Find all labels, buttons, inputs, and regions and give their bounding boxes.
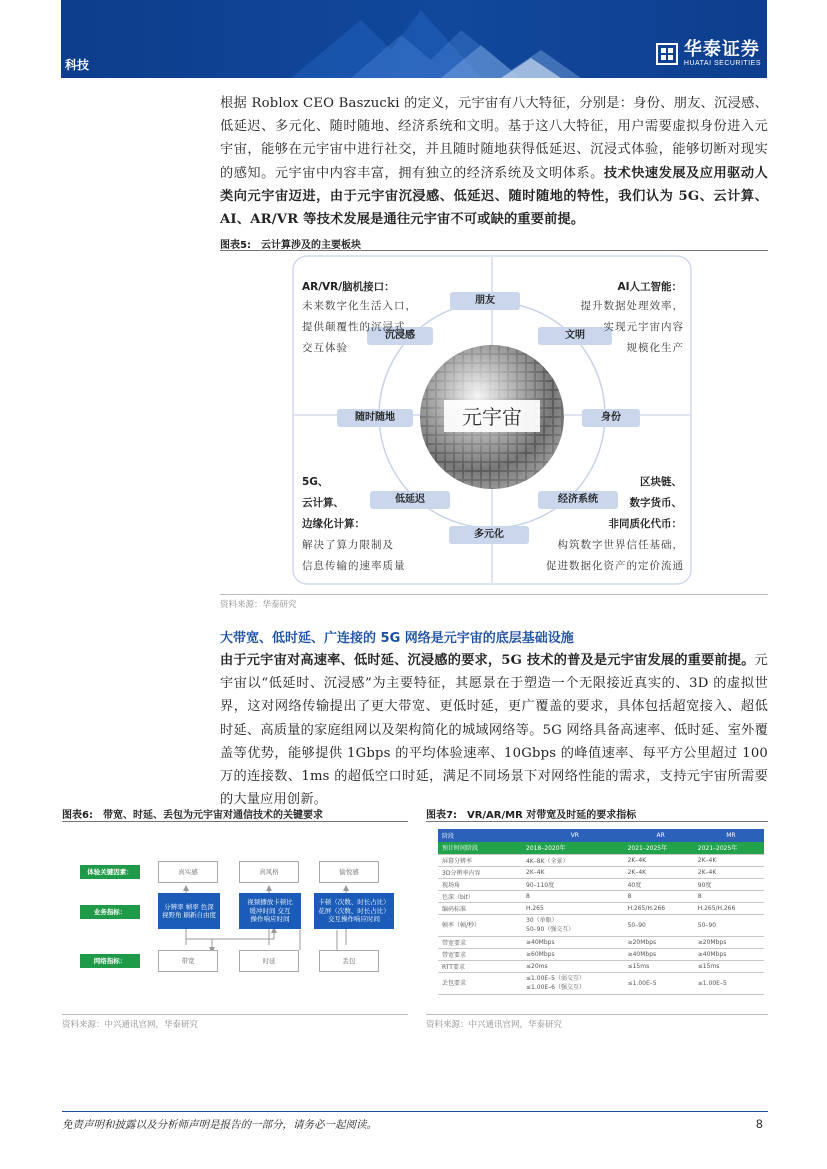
table-cell: 视场角	[438, 878, 522, 890]
bottom-box-latency: 时延	[239, 950, 299, 972]
top-box-pleasure: 愉悦感	[319, 861, 379, 883]
br-line: 促进数据化资产的定价流通	[546, 560, 684, 572]
fig6-caption: 带宽、时延、丢包为元宇宙对通信技术的关键要求	[102, 810, 323, 821]
table-cell: ≤1.00E–5	[694, 972, 764, 994]
tr-text	[581, 296, 685, 359]
bl-title: 5G、	[302, 476, 329, 488]
table-cell: 3D分辨率内容	[438, 866, 522, 878]
fig5-number: 图表5:	[220, 240, 251, 251]
tl-text	[302, 296, 417, 359]
row-label-network: 网络指标：	[80, 954, 140, 968]
intro-text: 根据 Roblox CEO Baszucki 的定义，元宇宙有八大特征，分别是：身份、朋友、沉浸感、低延迟、多元化、随时随地、经济系统和文明。基于这八大特征，用户需要虚拟身份进入元宇宙，能够在元宇宙中进行社交，并且随时随地获得低延迟、沉浸式体验，能够切断对现实的感知。元宇宙中内容丰富，拥有独立的经济系统及文明体系。	[220, 96, 768, 181]
bottom-box-packet-loss: 丢包	[319, 950, 379, 972]
top-box-style: 真风格	[239, 861, 299, 883]
section-heading: 大带宽、低时延、广连接的 5G 网络是元宇宙的底层基础设施	[220, 631, 574, 646]
table-cell: ≥40Mbps	[624, 948, 694, 960]
table-row	[438, 890, 764, 902]
fig5-source: 资料来源：华泰研究	[220, 600, 297, 610]
fig6-bottom-rule	[62, 1014, 408, 1015]
chip-civilization: 文明	[538, 327, 612, 345]
tr-line: 实现元宇宙内容	[603, 321, 684, 333]
table-row	[438, 866, 764, 878]
fig6-title	[62, 806, 323, 821]
table-cell: 屏幕分辨率	[438, 854, 522, 866]
row-label-experience: 体验关键因素：	[80, 865, 140, 879]
bl-title: 边缘化计算：	[302, 518, 365, 530]
row-label-business: 业务指标：	[80, 905, 140, 919]
table-cell: H.265	[522, 902, 624, 914]
table-cell: 2K–4K	[694, 854, 764, 866]
fig5-caption: 云计算涉及的主要板块	[260, 240, 361, 251]
table-cell: ≥40Mbps	[694, 948, 764, 960]
table-cell: 2021–2025年	[694, 842, 764, 854]
fig7-source: 资料来源：中兴通讯官网，华泰研究	[426, 1020, 563, 1030]
chip-identity: 身份	[582, 409, 640, 427]
table-cell: ≥20Mbps	[694, 936, 764, 948]
intro-paragraph	[220, 92, 768, 231]
table-cell: ≤1.00E–5（弱交互） ≤1.00E–6（强交互）	[522, 972, 624, 994]
chip-low-latency: 低延迟	[370, 491, 450, 509]
footer-disclaimer: 免责声明和披露以及分析师声明是报告的一部分，请务必一起阅读。	[62, 1119, 377, 1131]
table-cell: ≥60Mbps	[522, 948, 624, 960]
fig6-top-rule	[62, 821, 408, 822]
table-cell: ≥20Mbps	[624, 936, 694, 948]
table-row	[438, 948, 764, 960]
fig5-bottom-rule	[220, 594, 768, 595]
table-cell: ≥40Mbps	[522, 936, 624, 948]
table-cell: ≤15ms	[694, 960, 764, 972]
table-cell: 30（单眼） 50–90（强交互）	[522, 914, 624, 936]
br-titles	[609, 472, 683, 535]
brand-name-cn: 华泰证券	[683, 39, 760, 60]
table-cell: ≤20ms	[522, 960, 624, 972]
table-cell: 带宽要求	[438, 936, 522, 948]
table-cell: 90–110度	[522, 878, 624, 890]
bottom-box-bandwidth: 带宽	[158, 950, 218, 972]
table-row	[438, 902, 764, 914]
table-header-cell: 阶段	[438, 829, 522, 842]
huatai-logo-icon	[656, 43, 678, 65]
tl-line: 提供颠覆性的沉浸式	[302, 321, 406, 333]
chip-diversity: 多元化	[449, 526, 529, 544]
section-bold-text: 由于元宇宙对高速率、低时延、沉浸感的要求，5G 技术的普及是元宇宙发展的重要前提。	[220, 653, 755, 668]
table-cell: 丢包要求	[438, 972, 522, 994]
bl-text	[302, 535, 406, 577]
br-title: 区块链、	[640, 476, 682, 488]
table-cell: ≤1.00E–5	[624, 972, 694, 994]
br-text	[546, 535, 684, 577]
metaverse-diagram	[292, 255, 692, 585]
chip-immersion: 沉浸感	[367, 327, 433, 345]
table-cell: H.265/H.266	[694, 902, 764, 914]
bl-line: 信息传输的速率质量	[302, 560, 406, 572]
brand-name-en: HUATAI SECURITIES	[683, 59, 761, 67]
table-cell: 8	[694, 890, 764, 902]
fig5-title	[220, 236, 361, 251]
tl-line: 未来数字化生活入口，	[302, 300, 417, 312]
intro-bold-text: 技术快速发展及应用驱动人类向元宇宙迈进，由于元宇宙沉浸感、低延迟、随时随地的特性，我们认为 5G、云计算、AI、AR/VR 等技术发展是通往元宇宙不可或缺的重要前提。	[220, 165, 768, 228]
brand-logo	[656, 40, 761, 67]
table-header-cell: MR	[694, 829, 764, 842]
tr-title: AI人工智能：	[617, 281, 682, 293]
tr-line: 提升数据处理效率，	[580, 300, 684, 312]
network-requirements-diagram	[62, 823, 408, 1008]
table-cell: 编码标准	[438, 902, 522, 914]
vr-ar-mr-table	[438, 829, 764, 995]
fig6-source: 资料来源：中兴通讯官网，华泰研究	[62, 1020, 199, 1030]
table-cell: 8	[624, 890, 694, 902]
fig7-number: 图表7:	[426, 810, 457, 821]
table-cell: 4K–8K（全景）	[522, 854, 624, 866]
fig5-top-rule	[220, 250, 768, 251]
fig6-number: 图表6:	[62, 810, 93, 821]
table-row	[438, 842, 764, 854]
table-cell: 8	[522, 890, 624, 902]
page-number: 8	[756, 1117, 763, 1131]
tl-line: 交互体验	[302, 342, 348, 354]
table-cell: 40度	[624, 878, 694, 890]
table-cell: 2018–2020年	[522, 842, 624, 854]
section-paragraph	[220, 649, 768, 811]
table-cell: 带宽要求	[438, 948, 522, 960]
table-header-cell: AR	[624, 829, 694, 842]
section-text: 元宇宙以“低延时、沉浸感”为主要特征，其愿景在于塑造一个无限接近真实的、3D 的虚拟世界，这对网络传输提出了更大带宽、更低时延，更广覆盖的要求，具体包括超宽接入、超低时延、高质量的家庭组网以及架构简化的城域网络等。5G 网络具备高速率、低时延、室外覆盖等优势，能够提供 1Gbps 的平均体验速率、10Gbps 的峰值速率、每平方公里超过 100 万的连接数、1ms 的超低空口时延，满足不同场景下对网络性能的需求，支持元宇宙所需要的大量应用创新。	[220, 653, 768, 808]
mid-box-resolution: 分辨率 帧率 色深 视野角 刷新自由度	[158, 893, 220, 929]
br-title: 非同质化代币：	[608, 518, 682, 530]
chip-anywhere: 随时随地	[337, 409, 413, 427]
table-cell: 2K–4K	[522, 866, 624, 878]
table-header-row	[438, 829, 764, 842]
chip-friends: 朋友	[450, 292, 520, 310]
table-cell: H.265/H.266	[624, 902, 694, 914]
table-row	[438, 936, 764, 948]
table-cell: 50–90	[624, 914, 694, 936]
tl-title: AR/VR/脑机接口：	[302, 281, 395, 293]
table-cell: 90度	[694, 878, 764, 890]
mid-box-stutter: 卡顿（次数、时长占比） 花屏（次数、时长占比） 交互操作响应时间	[314, 893, 394, 929]
table-row	[438, 960, 764, 972]
table-cell: 50–90	[694, 914, 764, 936]
fig7-title	[426, 806, 636, 821]
table-row	[438, 972, 764, 994]
table-row	[438, 914, 764, 936]
top-box-realism: 真实感	[158, 861, 218, 883]
mid-box-video: 视频播放卡顿比 缓冲时间 交互 操作响应时间	[239, 893, 301, 929]
table-header-cell: VR	[522, 829, 624, 842]
header-section-label: 科技	[65, 58, 90, 72]
page-header	[61, 0, 767, 78]
table-cell: 2K–4K	[694, 866, 764, 878]
table-cell: 2K–4K	[624, 854, 694, 866]
table-cell: RTT要求	[438, 960, 522, 972]
chip-economy: 经济系统	[538, 491, 618, 509]
bl-line: 解决了算力限制及	[302, 539, 394, 551]
footer-rule	[62, 1111, 768, 1112]
sphere-label: 元宇宙	[462, 405, 522, 429]
fig7-bottom-rule	[426, 1014, 768, 1015]
tr-line: 规模化生产	[626, 342, 684, 354]
table-cell: 帧率（帧/秒）	[438, 914, 522, 936]
table-cell: 色深（bit）	[438, 890, 522, 902]
table-cell: ≤15ms	[624, 960, 694, 972]
table-cell: 2021–2025年	[624, 842, 694, 854]
fig7-top-rule	[426, 821, 768, 822]
table-cell: 预计时间阶段	[438, 842, 522, 854]
br-line: 构筑数字世界信任基础，	[557, 539, 684, 551]
table-row	[438, 878, 764, 890]
bl-titles	[302, 472, 365, 535]
br-title: 数字货币、	[629, 497, 682, 509]
bl-title: 云计算、	[302, 497, 344, 509]
table-cell: 2K–4K	[624, 866, 694, 878]
fig7-caption: VR/AR/MR 对带宽及时延的要求指标	[466, 810, 637, 821]
table-row	[438, 854, 764, 866]
